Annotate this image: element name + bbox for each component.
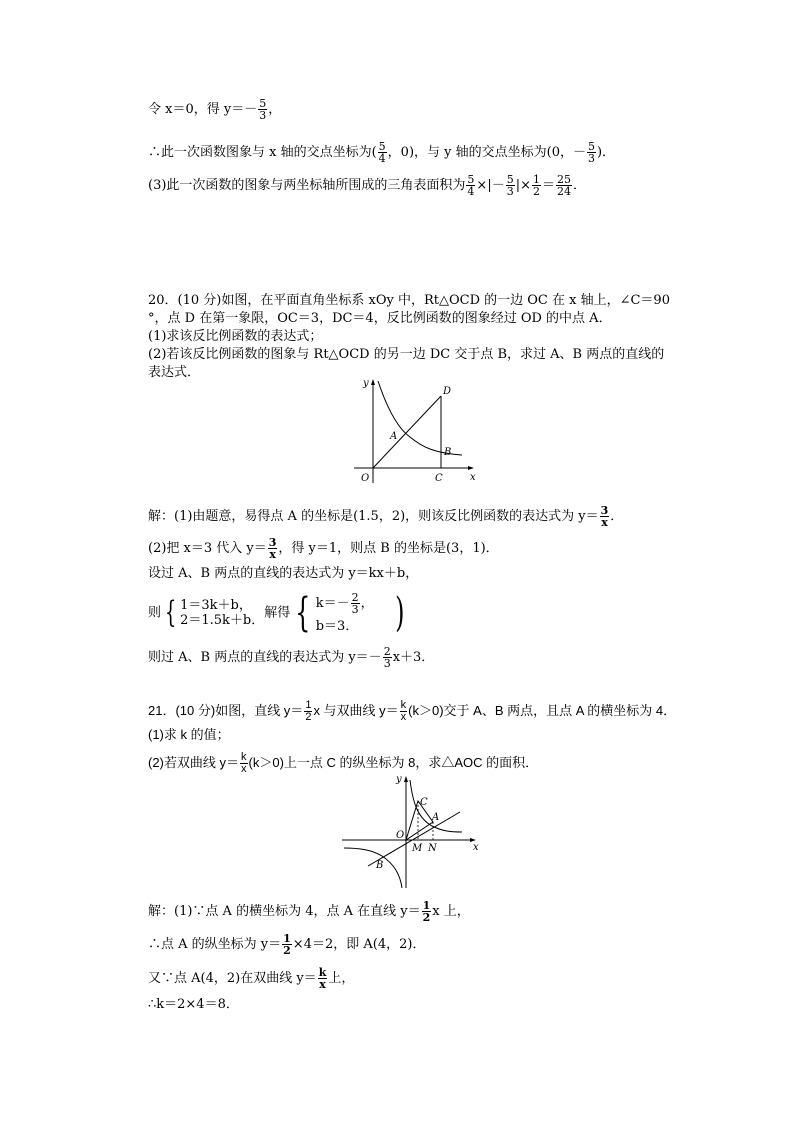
label-a: A	[432, 812, 440, 823]
q20-stem-line2: °，点 D 在第一象限，OC＝3，DC＝4，反比例函数的图象经过 OD 的中点 A．	[148, 311, 612, 326]
label-a: A	[390, 431, 398, 442]
q20-sol-line5: 则过 A、B 两点的直线的表达式为 y＝－ $\frac{2}{3}$ x＋3．	[148, 645, 435, 670]
fraction: $\frac{3}{x}$	[268, 536, 277, 561]
label-y: y	[396, 774, 402, 785]
solution-system: k＝－ $\frac{2}{3}$ ， b＝3．	[315, 591, 374, 634]
q21-sol-line4: ∴k＝2×4＝8．	[148, 997, 239, 1012]
fraction: $\frac{3}{x}$	[600, 504, 609, 529]
q21-stem: 21．(10 分)如图，直线 y＝ $\frac{1}{2}$ x 与双曲线 y＝ $\frac{k}{x}$ (k＞0)交于 A、B 两点，且点 A 的横坐标为 4．	[148, 699, 677, 723]
fraction: $\frac{5}{4}$	[378, 140, 386, 165]
x-arrow	[468, 466, 474, 470]
q20-sol-system: 则 { 1＝3k＋b， 2＝1.5k＋b． 解得 { k＝－ $\frac{2}{3}$ ， b＝3． )	[148, 590, 405, 636]
fraction: $\frac{5}{3}$	[587, 140, 595, 165]
label-x: x	[473, 842, 479, 853]
equation-system: 1＝3k＋b， 2＝1.5k＋b．	[180, 598, 265, 628]
q20-sol-line2: (2)把 x＝3 代入 y＝ $\frac{3}{x}$ ，得 y＝1，则点 B 的坐标是(3，1)．	[148, 536, 499, 561]
q20-sol-line3: 设过 A、B 两点的直线的表达式为 y＝kx＋b，	[148, 566, 419, 581]
q21-part2: (2)若双曲线 y＝ $\frac{k}{x}$ (k＞0)上一点 C 的纵坐标为 8，求△AOC 的面积．	[148, 751, 539, 775]
sol19-line3: (3)此一次函数的图象与两坐标轴所围成的三角表面积为 $\frac{5}{4}$ ×|－ $\frac{5}{3}$ |× $\frac{1}{2}$ ＝ $\frac{25}{24}$ ．	[148, 173, 587, 198]
q20-stem-line1: 20．(10 分)如图，在平面直角坐标系 xOy 中，Rt△OCD 的一边 OC 在 x 轴上，∠C＝90	[148, 293, 670, 308]
fraction: $\frac{k}{x}$	[241, 751, 247, 775]
label-c: C	[420, 797, 428, 808]
fraction: $\frac{5}{3}$	[259, 97, 267, 122]
label-d: D	[443, 386, 452, 397]
line-y-half-x	[368, 812, 460, 866]
fraction: $\frac{2}{3}$	[351, 591, 359, 616]
label-o: O	[396, 830, 405, 841]
q20-part1: (1)求该反比例函数的表达式；	[148, 329, 323, 344]
q21-sol-line2: ∴点 A 的纵坐标为 y＝ $\frac{1}{2}$ ×4＝2，即 A(4，2)．	[148, 932, 426, 957]
q20-figure	[350, 375, 480, 487]
q21-part1: (1)求 k 的值；	[148, 727, 230, 742]
q21-sol-line1: 解：(1)∵点 A 的横坐标为 4，点 A 在直线 y＝ $\frac{1}{2}$ x 上，	[148, 899, 470, 924]
label-m: M	[412, 843, 423, 854]
fraction: $\frac{25}{24}$	[557, 173, 571, 198]
fraction: $\frac{5}{4}$	[467, 173, 475, 198]
fraction: $\frac{2}{3}$	[383, 645, 391, 670]
label-n: N	[428, 843, 437, 854]
q20-part2-line2: 表达式．	[148, 365, 201, 380]
label-c: C	[435, 473, 443, 484]
sol19-line1: 令 x＝0，得 y＝－ $\frac{5}{3}$ ，	[148, 97, 282, 122]
fraction: $\frac{1}{2}$	[532, 173, 540, 198]
hyperbola-branch-3	[344, 848, 402, 888]
y-arrow	[371, 379, 375, 385]
sol19-line2: ∴此一次函数图象与 x 轴的交点坐标为( $\frac{5}{4}$ ，0)，与 y 轴的交点坐标为(0，－ $\frac{5}{3}$ )．	[148, 140, 616, 165]
fraction: $\frac{1}{2}$	[305, 699, 312, 723]
fraction: $\frac{k}{x}$	[318, 966, 327, 991]
fraction: $\frac{1}{2}$	[422, 899, 431, 924]
brace-left: {	[164, 595, 177, 630]
q21-figure	[338, 770, 488, 892]
y-arrow	[404, 776, 408, 782]
label-o: O	[361, 473, 370, 484]
label-b: B	[444, 447, 452, 458]
fraction: $\frac{5}{3}$	[506, 173, 514, 198]
brace-left: {	[295, 590, 311, 636]
q21-sol-line3: 又∵点 A(4，2)在双曲线 y＝ $\frac{k}{x}$ 上，	[148, 966, 355, 991]
label-b: B	[376, 860, 384, 871]
q20-part2-line1: (2)若该反比例函数的图象与 Rt△OCD 的另一边 DC 交于点 B，求过 A、B 两点的直线的	[148, 347, 665, 362]
fraction: $\frac{k}{x}$	[400, 699, 407, 723]
q20-sol-line1: 解：(1)由题意，易得点 A 的坐标是(1.5，2)，则该反比例函数的表达式为 y＝ $\frac{3}{x}$ ．	[148, 504, 624, 529]
segment-od	[373, 396, 441, 468]
label-y: y	[363, 378, 369, 389]
brace-right: )	[394, 590, 405, 636]
label-x: x	[470, 472, 476, 483]
fraction: $\frac{1}{2}$	[283, 932, 291, 957]
